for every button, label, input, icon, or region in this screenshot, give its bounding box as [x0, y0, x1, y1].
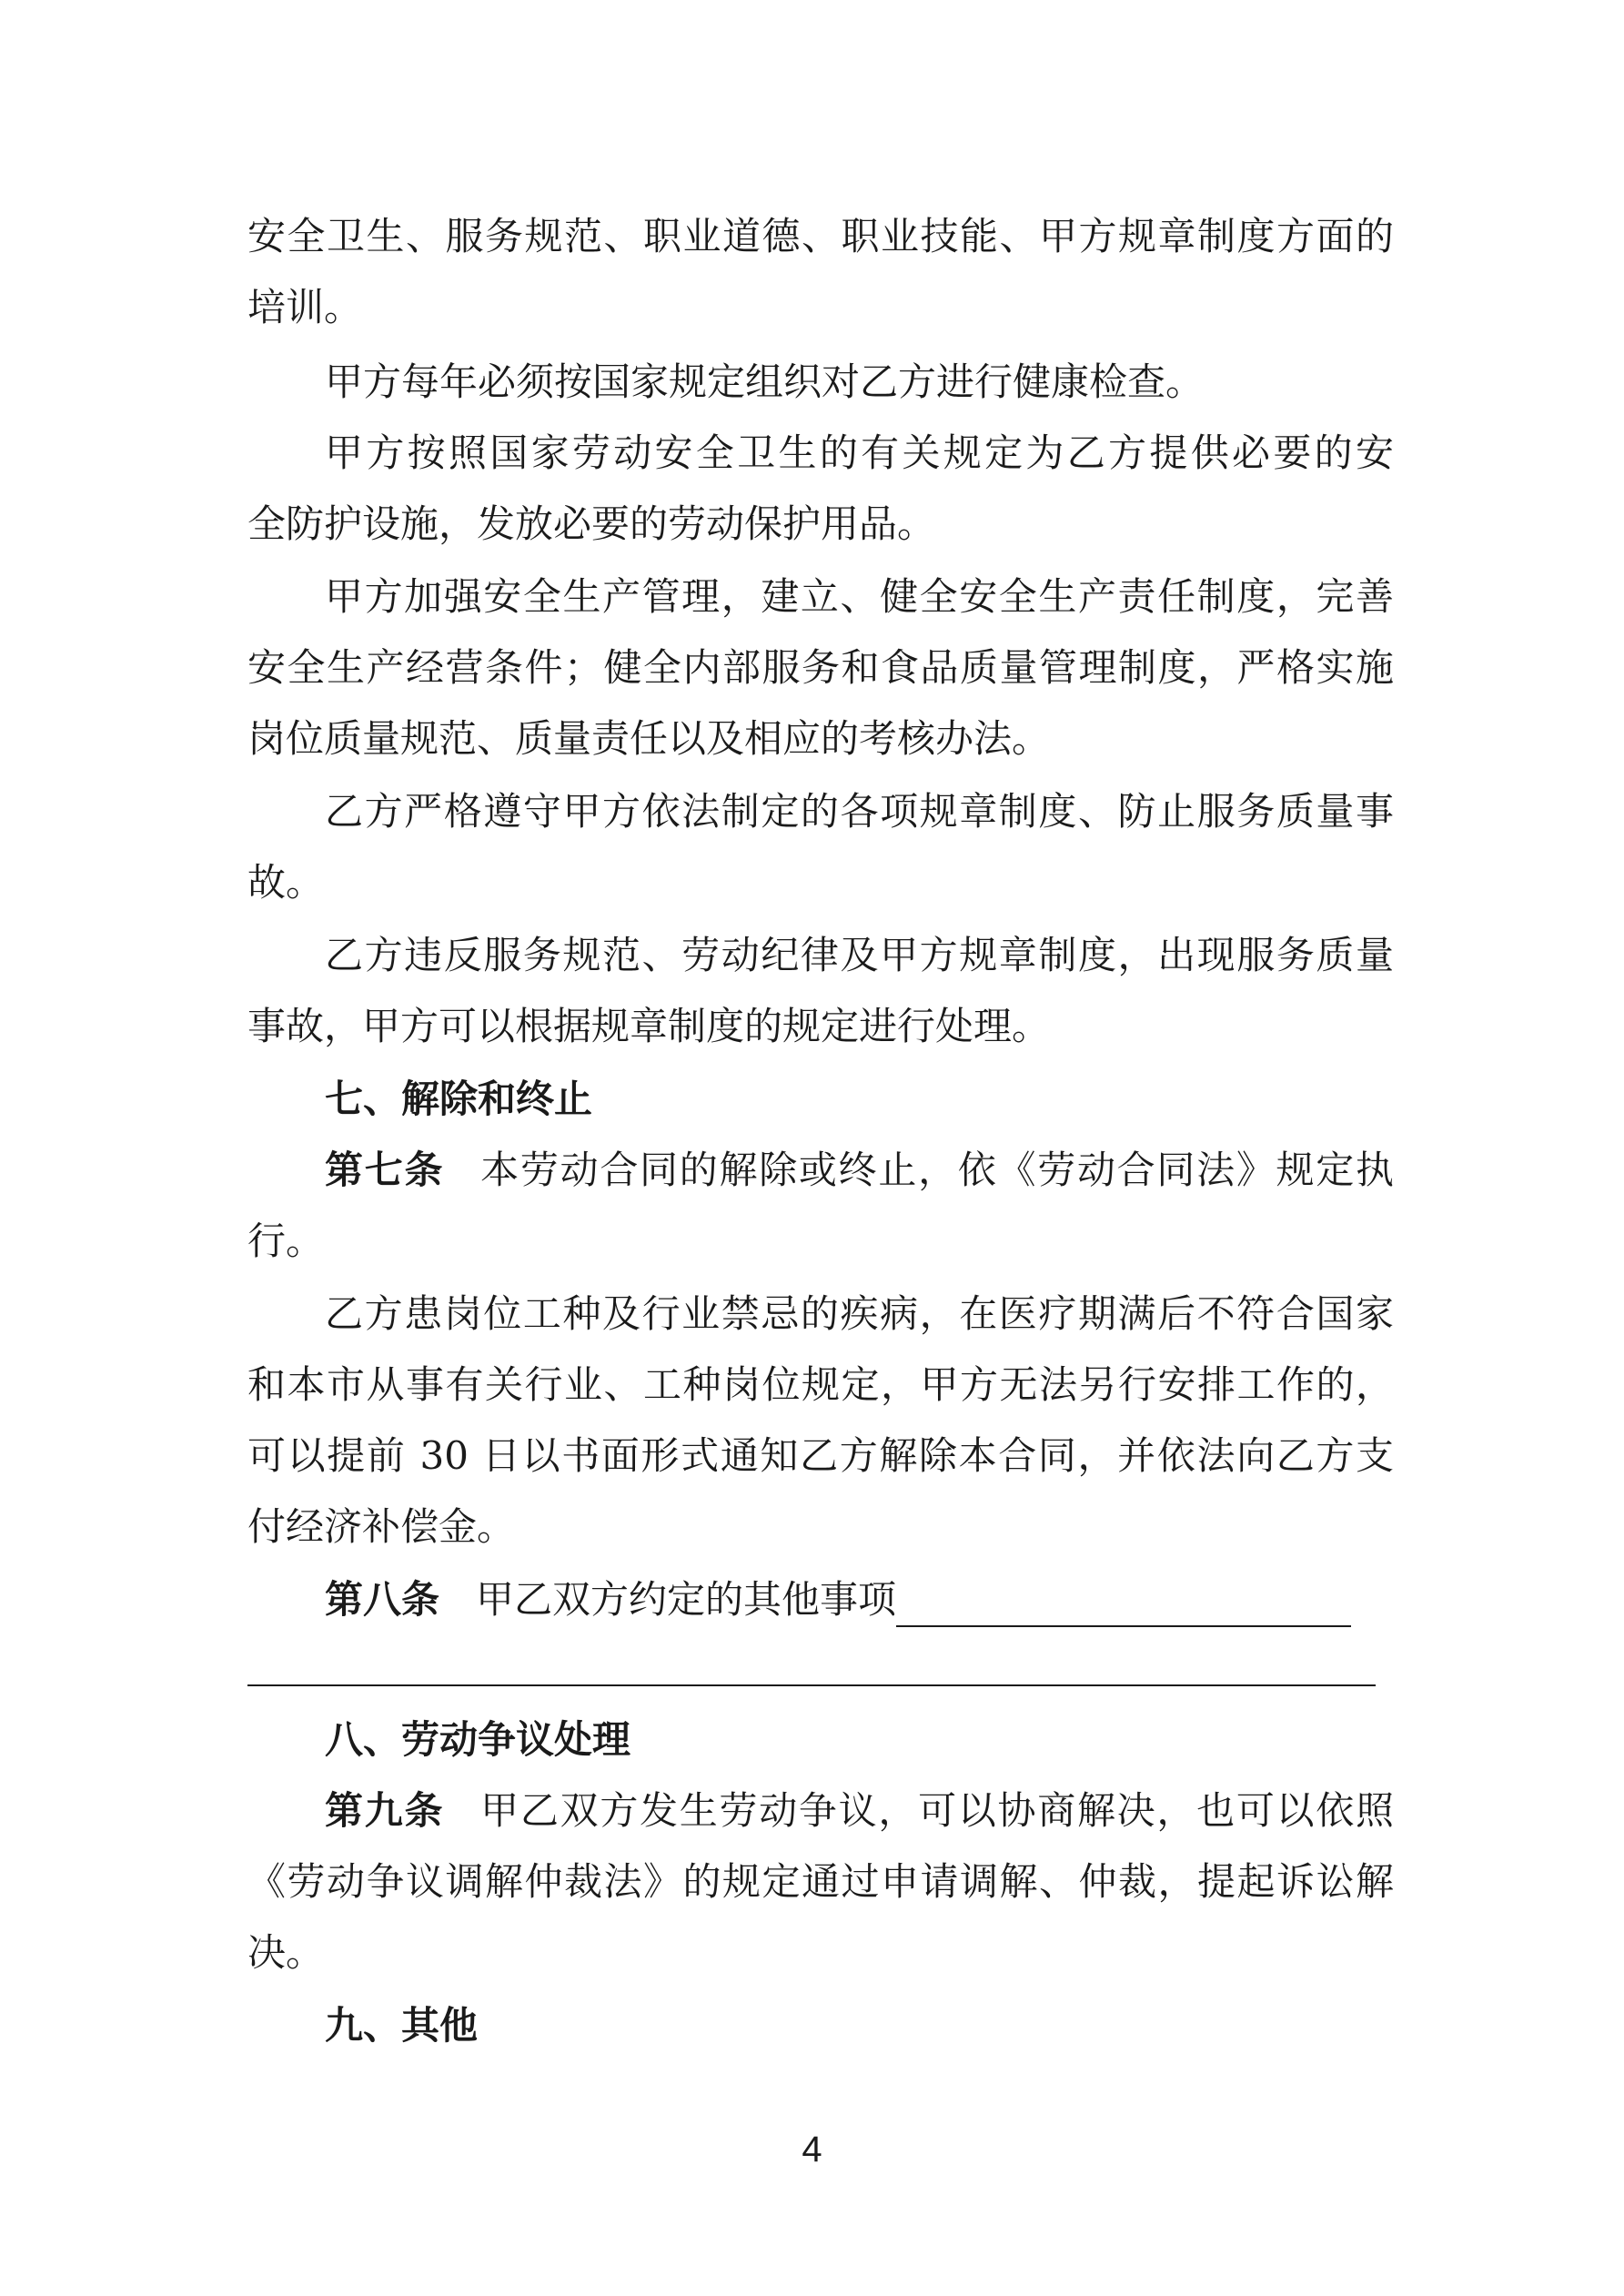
paragraph-line: 乙方严格遵守甲方依法制定的各项规章制度、防止服务质量事	[325, 789, 1394, 834]
paragraph-line: 安全生产经营条件；健全内部服务和食品质量管理制度，严格实施	[247, 645, 1394, 690]
section-heading: 八、劳动争议处理	[325, 1717, 631, 1762]
paragraph-line: 可以提前 30 日以书面形式通知乙方解除本合同，并依法向乙方支	[247, 1433, 1394, 1478]
page-number: 4	[802, 2129, 822, 2170]
article-label: 第八条	[325, 1577, 440, 1622]
article-9-line	[325, 1784, 1394, 1838]
paragraph-line: 甲方按照国家劳动安全卫生的有关规定为乙方提供必要的安	[325, 430, 1394, 475]
paragraph-line: 培训。	[247, 285, 363, 329]
paragraph-line: 甲方每年必须按国家规定组织对乙方进行健康检查。	[325, 359, 1205, 404]
article-text: 甲乙双方发生劳动争议，可以协商解决，也可以依照	[480, 1788, 1394, 1833]
section-heading: 七、解除和终止	[325, 1077, 593, 1121]
paragraph-line: 故。	[247, 860, 325, 905]
paragraph-line: 行。	[247, 1219, 325, 1263]
paragraph-line: 甲方加强安全生产管理，建立、健全安全生产责任制度，完善	[325, 574, 1394, 619]
article-label: 第七条	[325, 1148, 445, 1192]
paragraph-line: 安全卫生、服务规范、职业道德、职业技能、甲方规章制度方面的	[247, 214, 1394, 258]
article-text: 甲乙双方约定的其他事项	[476, 1577, 897, 1622]
paragraph-line: 乙方患岗位工种及行业禁忌的疾病，在医疗期满后不符合国家	[325, 1291, 1394, 1336]
article-text: 本劳动合同的解除或终止，依《劳动合同法》规定执	[480, 1148, 1394, 1192]
section-heading: 九、其他	[325, 2003, 479, 2048]
paragraph-line: 事故，甲方可以根据规章制度的规定进行处理。	[247, 1004, 1051, 1048]
article-label: 第九条	[325, 1788, 445, 1833]
paragraph-line: 《劳动争议调解仲裁法》的规定通过申请调解、仲裁，提起诉讼解	[247, 1859, 1394, 1904]
paragraph-line: 全防护设施，发放必要的劳动保护用品。	[247, 501, 936, 546]
fill-in-blank	[896, 1580, 1351, 1627]
article-7-line	[325, 1143, 1394, 1198]
fill-in-blank-line	[247, 1684, 1376, 1686]
article-8-line	[325, 1573, 1394, 1627]
paragraph-line: 决。	[247, 1930, 325, 1975]
paragraph-line: 付经济补偿金。	[247, 1504, 516, 1549]
paragraph-line: 和本市从事有关行业、工种岗位规定，甲方无法另行安排工作的，	[247, 1362, 1394, 1407]
paragraph-line: 岗位质量规范、质量责任以及相应的考核办法。	[247, 716, 1051, 761]
paragraph-line: 乙方违反服务规范、劳动纪律及甲方规章制度，出现服务质量	[325, 933, 1394, 977]
